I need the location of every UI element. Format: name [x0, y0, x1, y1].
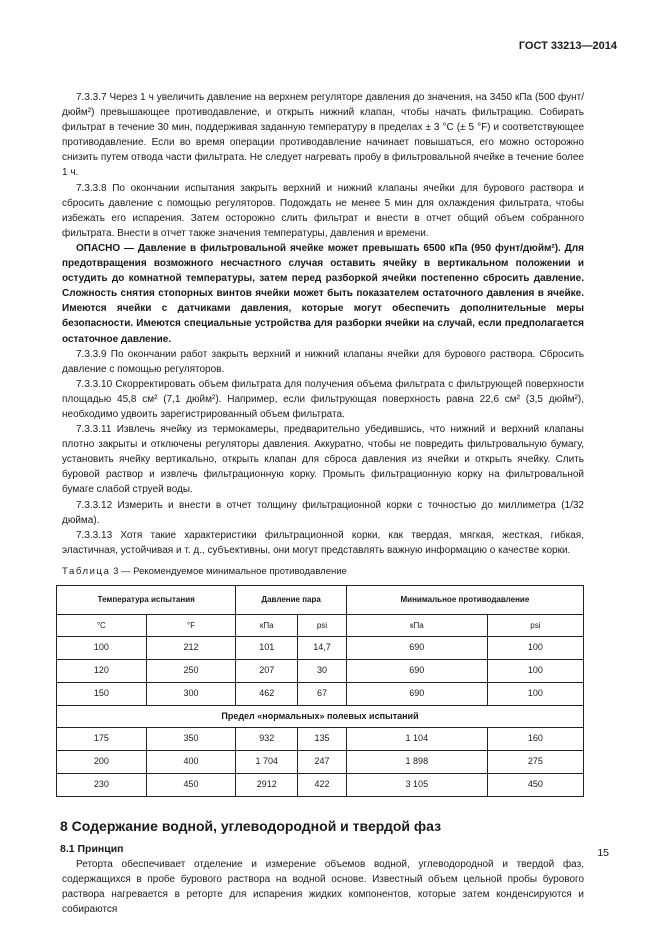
- table-cell: 2912: [236, 774, 298, 797]
- table-cell: 690: [346, 683, 487, 706]
- header-test-temperature: Температура испытания: [57, 586, 236, 615]
- table-cell: 3 105: [346, 774, 487, 797]
- table-cell: 100: [487, 660, 583, 683]
- table-cell: 300: [146, 683, 236, 706]
- table-cell: 101: [236, 637, 298, 660]
- table-cell: 450: [487, 774, 583, 797]
- page-number: 15: [597, 847, 609, 859]
- table-caption: [62, 564, 584, 579]
- table-caption-prefix: Таблица: [62, 565, 111, 577]
- paragraph-7-3-3-9: 7.3.3.9 По окончании работ закрыть верхний и нижний клапаны ячейки для бурового раствора. Сбросить давление с помощью регуляторов.: [62, 348, 584, 375]
- table-cell: 400: [146, 751, 236, 774]
- section-title: 8 Содержание водной, углеводородной и твердой фаз: [60, 818, 442, 834]
- table-cell: 1 704: [236, 751, 298, 774]
- table-cell: 120: [57, 660, 147, 683]
- table-row: [57, 728, 584, 751]
- paragraph-7-3-3-12: 7.3.3.12 Измерить и внести в отчет толщину фильтрационной корки с точностью до миллиметра (1/32 дюйма).: [62, 499, 584, 526]
- paragraph-7-3-3-8: 7.3.3.8 По окончании испытания закрыть верхний и нижний клапаны ячейки для бурового раствора и сбросить давление с помощью регуляторов. Подождать не менее 5 мин для охлаждения фильтрата, чтобы избежать его испарения. Затем осторожно слить фильтрат и внести в отчет общий объем собранного фильтрата. Внести в отчет также значения температуры, давления и времени.: [62, 182, 584, 239]
- table-span-row: [57, 706, 584, 728]
- table-units-row: [57, 615, 584, 637]
- table-cell: 100: [57, 637, 147, 660]
- table-cell: 100: [487, 637, 583, 660]
- table-cell: 207: [236, 660, 298, 683]
- table-cell: 247: [298, 751, 347, 774]
- table-cell: 230: [57, 774, 147, 797]
- table-cell: 200: [57, 751, 147, 774]
- table-row: [57, 637, 584, 660]
- table-row: [57, 683, 584, 706]
- table-cell: 275: [487, 751, 583, 774]
- table-cell: 422: [298, 774, 347, 797]
- header-min-backpressure: Минимальное противодавление: [346, 586, 583, 615]
- table-row: [57, 660, 584, 683]
- table-caption-text: 3 — Рекомендуемое минимальное противодавление: [110, 565, 347, 577]
- unit-cell: кПа: [346, 615, 487, 637]
- table-cell: 350: [146, 728, 236, 751]
- unit-cell: psi: [487, 615, 583, 637]
- section-paragraph: Реторта обеспечивает отделение и измерение объемов водной, углеводородной и твердой фаз, содержащихся в пробе бурового раствора на водной основе. Известный объем цельной пробы бурового раствора нагревается в реторте для испарения жидких компонентов, которые затем конденсируются и собираются: [62, 859, 584, 916]
- table-cell: 135: [298, 728, 347, 751]
- table-cell: 690: [346, 660, 487, 683]
- table-cell: 450: [146, 774, 236, 797]
- table-row: [57, 751, 584, 774]
- paragraph-7-3-3-11: 7.3.3.11 Извлечь ячейку из термокамеры, предварительно убедившись, что нижний и верхний клапаны плотно закрыты и отключены регуляторы давления. Аккуратно, чтобы не повредить фильтровальную бумагу, установить ячейку вертикально, открыть клапан для сброса давления из ячейки и открыть ячейку. Слить буровой раствор и извлечь фильтрационную корку. Промыть фильтрационную корку на фильтровальной бумаге слабой струей воды.: [62, 424, 584, 496]
- table-cell: 30: [298, 660, 347, 683]
- unit-cell: кПа: [236, 615, 298, 637]
- table-header-row: [57, 586, 584, 615]
- document-header: ГОСТ 33213—2014: [518, 40, 617, 52]
- table-cell: 160: [487, 728, 583, 751]
- table-cell: 250: [146, 660, 236, 683]
- unit-cell: °F: [146, 615, 236, 637]
- subsection-title: 8.1 Принцип: [60, 843, 124, 856]
- header-vapor-pressure: Давление пара: [236, 586, 346, 615]
- table-cell: 462: [236, 683, 298, 706]
- paragraph-7-3-3-10: 7.3.3.10 Скорректировать объем фильтрата для получения объема фильтрата с фильтрующей поверхности площадью 45,8 см² (7,1 дюйм²). Например, если фильтрующая поверхность равна 22,6 см² (3,5 дюйм²), необходимо удвоить зарегистрированный объем фильтрата.: [62, 378, 584, 420]
- table-cell: 932: [236, 728, 298, 751]
- paragraph-7-3-3-13: 7.3.3.13 Хотя такие характеристики фильтрационной корки, как твердая, мягкая, жесткая, гибкая, эластичная, устойчивая и т. д., субъективны, они могут представлять важную информацию о качестве корки.: [62, 529, 584, 556]
- table-cell: 14,7: [298, 637, 347, 660]
- table-cell: 212: [146, 637, 236, 660]
- table-cell: 690: [346, 637, 487, 660]
- table-cell: 1 104: [346, 728, 487, 751]
- table-cell: 67: [298, 683, 347, 706]
- page-content: [62, 90, 584, 918]
- backpressure-table: [56, 585, 584, 797]
- table-cell: 150: [57, 683, 147, 706]
- danger-warning: ОПАСНО — Давление в фильтровальной ячейке может превышать 6500 кПа (950 фунт/дюйм²). Для предотвращения возможного несчастного случая оставить ячейку в вертикальном положении и остудить до комнатной температуры, затем перед разборкой ячейки постепенно сбросить давление. Сложность снятия стопорных винтов ячейки может быть показателем остаточного давления в ячейке. Имеются ячейки с датчиками давления, которые могут обеспечить дополнительные меры безопасности. Имеются специальные устройства для разборки ячейки на случай, если предполагается остаточное давление.: [62, 242, 584, 345]
- unit-cell: psi: [298, 615, 347, 637]
- table-cell: 1 898: [346, 751, 487, 774]
- table-cell: 175: [57, 728, 147, 751]
- normal-field-test-limit-label: Предел «нормальных» полевых испытаний: [57, 706, 584, 728]
- table-row: [57, 774, 584, 797]
- table-cell: 100: [487, 683, 583, 706]
- unit-cell: °С: [57, 615, 147, 637]
- paragraph-7-3-3-7: 7.3.3.7 Через 1 ч увеличить давление на верхнем регуляторе давления до значения, на 3450 кПа (500 фунт/дюйм²) превышающее противодавление, и открыть нижний клапан, чтобы начать фильтрацию. Собирать фильтрат в течение 30 мин, поддерживая заданную температуру в пределах ± 3 °С (± 5 °F) и соответствующее противодавление. Если во время операции противодавление начинает повышаться, его можно осторожно снизить путем отвода части фильтрата. Не следует нагревать пробу в фильтровальной ячейке в течение более 1 ч.: [62, 92, 584, 179]
